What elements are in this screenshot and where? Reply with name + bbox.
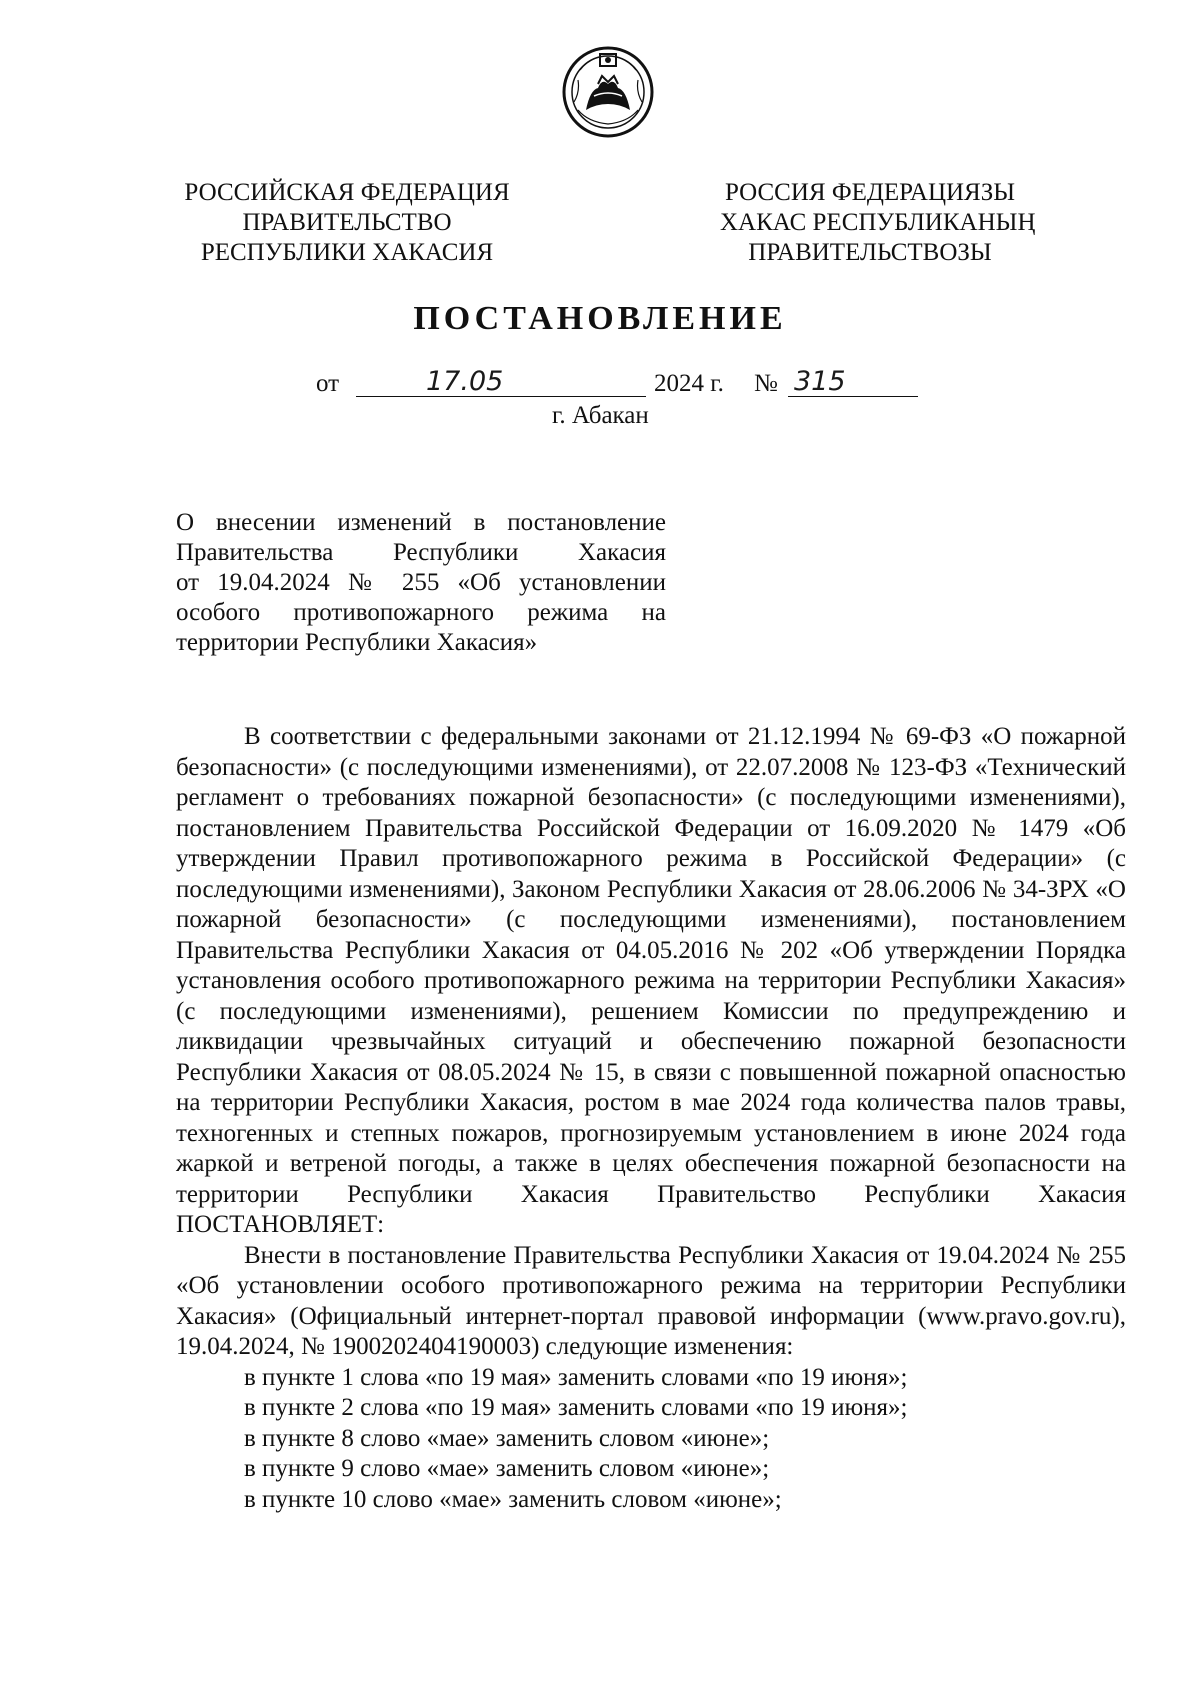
header-line: РОССИЙСКАЯ ФЕДЕРАЦИЯ bbox=[184, 179, 510, 206]
handwritten-number: 315 bbox=[794, 366, 846, 397]
header-line: ХАКАС РЕСПУБЛИКАНЫҢ bbox=[720, 209, 1036, 236]
document-subject bbox=[176, 508, 666, 658]
khakassia-coat-of-arms-icon bbox=[560, 40, 656, 140]
subject-line: территории Республики Хакасия» bbox=[176, 629, 538, 656]
amendment-item: в пункте 1 слова «по 19 мая» заменить словами «по 19 июня»; bbox=[244, 1363, 908, 1391]
document-body bbox=[176, 722, 1126, 1515]
subject-line: О внесении изменений в постановление bbox=[176, 509, 666, 536]
date-prefix: от bbox=[316, 370, 340, 397]
amendment-item: в пункте 2 слова «по 19 мая» заменить словами «по 19 июня»; bbox=[244, 1394, 908, 1421]
resolution-paragraph: Внести в постановление Правительства Республики Хакасия от 19.04.2024 № 255 «Об установлении особого противопожарного режима на территории Республики Хакасия» (Официальный интернет-портал правовой информации (www.pravo.gov.ru), 19.04.2024, № 1900202404190003) следующие изменения: bbox=[176, 1241, 1126, 1360]
subject-line: Правительства Республики Хакасия bbox=[176, 539, 666, 566]
issuer-header-khakas bbox=[720, 178, 1036, 268]
amendment-item: в пункте 10 слово «мае» заменить словом «июне»; bbox=[244, 1485, 782, 1513]
subject-line: особого противопожарного режима на bbox=[176, 599, 666, 626]
preamble-paragraph: В соответствии с федеральными законами от 21.12.1994 № 69-ФЗ «О пожарной безопасности» (с последующими изменениями), от 22.07.2008 № 123-ФЗ «Технический регламент о требованиях пожарной безопасности» (с последующими изменениями), постановлением Правительства Российской Федерации от 16.09.2020 № 1479 «Об утверждении Правил противопожарного режима в Российской Федерации» (с последующими изменениями), Законом Республики Хакасия от 28.06.2006 № 34-ЗРХ «О пожарной безопасности» (с последующими изменениями), постановлением Правительства Республики Хакасия от 04.05.2016 № 202 «Об утверждении Порядка установления особого противопожарного режима на территории Республики Хакасия» (с последующими изменениями), решением Комиссии по предупреждению и ликвидации чрезвычайных ситуаций и обеспечению пожарной безопасности Республики Хакасия от 08.05.2024 № 15, в связи с повышенной пожарной опасностью на территории Республики Хакасия, ростом в мае 2024 года количества палов травы, техногенных и степных пожаров, прогнозируемым установлением в июне 2024 года жаркой и ветреной погоды, а также в целях обеспечения пожарной безопасности на территории Республики Хакасия Правительство Республики Хакасия ПОСТАНОВЛЯЕТ: bbox=[176, 723, 1126, 1238]
amendment-item: в пункте 8 слово «мае» заменить словом «июне»; bbox=[244, 1424, 770, 1452]
header-line: РОССИЯ ФЕДЕРАЦИЯЗЫ bbox=[724, 179, 1016, 206]
amendment-item: в пункте 9 слово «мае» заменить словом «июне»; bbox=[244, 1455, 770, 1482]
issuer-header-russian bbox=[176, 178, 518, 268]
handwritten-date: 17.05 bbox=[426, 366, 504, 397]
document-title: ПОСТАНОВЛЕНИЕ bbox=[413, 300, 787, 337]
header-line: ПРАВИТЕЛЬСТВОЗЫ bbox=[748, 239, 992, 266]
year-label: 2024 г. bbox=[654, 370, 724, 397]
header-line: РЕСПУБЛИКИ ХАКАСИЯ bbox=[200, 239, 494, 266]
number-prefix: № bbox=[754, 370, 778, 397]
subject-line: от 19.04.2024 № 255 «Об установлении bbox=[176, 569, 666, 596]
city: г. Абакан bbox=[552, 402, 649, 429]
header-line: ПРАВИТЕЛЬСТВО bbox=[242, 209, 452, 236]
